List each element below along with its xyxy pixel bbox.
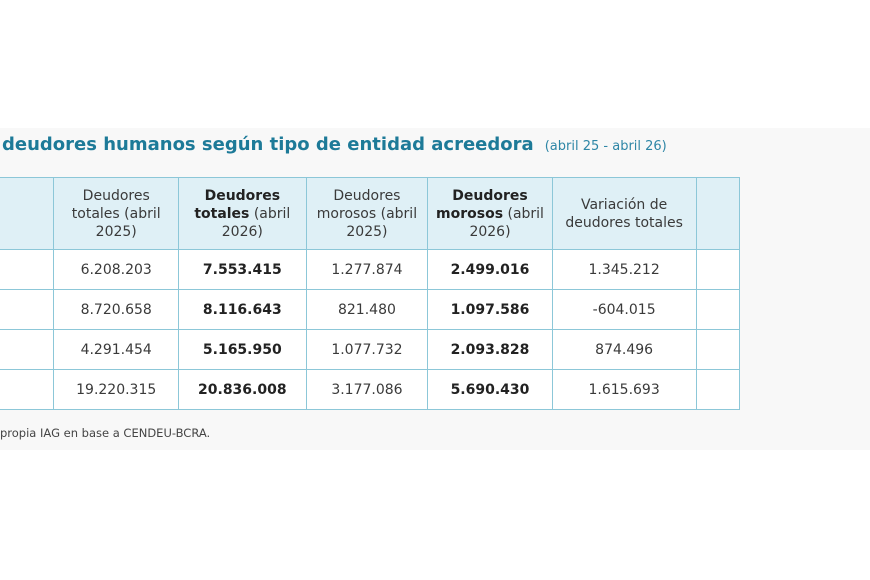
- cell-delinquent-2026: 2.093.828: [428, 330, 552, 370]
- source-note: propia IAG en base a CENDEU-BCRA.: [0, 426, 211, 440]
- table-row-total: [0, 370, 740, 410]
- cell-total-2026: 5.165.950: [179, 330, 306, 370]
- cell-total-2025: 19.220.315: [54, 370, 179, 410]
- table-title-main: deudores humanos según tipo de entidad acreedora: [2, 134, 534, 155]
- cell-total-2025: 4.291.454: [54, 330, 179, 370]
- cell-extra: [696, 330, 739, 370]
- cell-delinquent-2025: 3.177.086: [306, 370, 428, 410]
- cell-total-2025: 8.720.658: [54, 290, 179, 330]
- table-title: [2, 134, 667, 155]
- cell-extra: [696, 250, 739, 290]
- table-row: [0, 250, 740, 290]
- header-extra: [696, 178, 739, 250]
- cell-delinquent-2025: 821.480: [306, 290, 428, 330]
- header-total-2026: Deudores totales (abril 2026): [179, 178, 306, 250]
- cell-total-2026: 20.836.008: [179, 370, 306, 410]
- cell-delinquent-2025: 1.077.732: [306, 330, 428, 370]
- row-label: [0, 290, 54, 330]
- header-variation-total: Variación de deudores totales: [552, 178, 696, 250]
- cell-variation: -604.015: [552, 290, 696, 330]
- header-delinquent-2025: Deudores morosos (abril 2025): [306, 178, 428, 250]
- debtors-table: [0, 177, 740, 410]
- table-row: [0, 330, 740, 370]
- cell-extra: [696, 370, 739, 410]
- cell-delinquent-2026: 1.097.586: [428, 290, 552, 330]
- cell-extra: [696, 290, 739, 330]
- table-row: [0, 290, 740, 330]
- table-title-period: (abril 25 - abril 26): [544, 139, 667, 154]
- row-label: [0, 370, 54, 410]
- cell-delinquent-2026: 5.690.430: [428, 370, 552, 410]
- header-delinquent-2026: Deudores morosos (abril 2026): [428, 178, 552, 250]
- cell-variation: 874.496: [552, 330, 696, 370]
- cell-total-2025: 6.208.203: [54, 250, 179, 290]
- row-label: [0, 250, 54, 290]
- cell-total-2026: 8.116.643: [179, 290, 306, 330]
- cell-delinquent-2025: 1.277.874: [306, 250, 428, 290]
- cell-variation: 1.615.693: [552, 370, 696, 410]
- cell-variation: 1.345.212: [552, 250, 696, 290]
- cell-delinquent-2026: 2.499.016: [428, 250, 552, 290]
- row-label: [0, 330, 54, 370]
- header-entity: [0, 178, 54, 250]
- header-total-2025: Deudores totales (abril 2025): [54, 178, 179, 250]
- table-header-row: [0, 178, 740, 250]
- cell-total-2026: 7.553.415: [179, 250, 306, 290]
